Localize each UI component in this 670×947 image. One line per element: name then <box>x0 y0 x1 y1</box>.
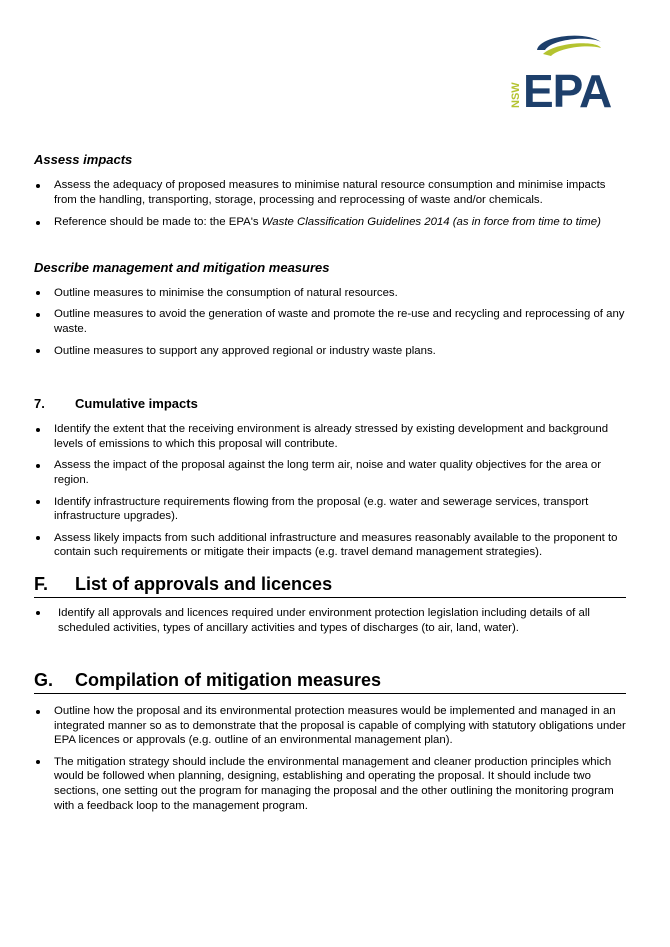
mitigation-measures-heading <box>34 670 626 694</box>
section-letter: F. <box>34 573 49 594</box>
logo-swoosh-green-icon <box>543 43 601 56</box>
cumulative-impacts-heading <box>34 396 626 411</box>
list-item: Assess the impact of the proposal against the long term air, noise and water quality objectives for the area or region. <box>34 458 626 487</box>
list-item: Assess likely impacts from such additional infrastructure and measures reasonably available to the proponent to contain such requirements or mitigate their impacts (e.g. travel demand management strategies). <box>34 531 626 560</box>
cumulative-impacts-list <box>34 422 626 560</box>
list-item: The mitigation strategy should include the environmental management and cleaner production principles which would be followed when planning, designing, establishing and operating the proposal. It should include two sections, one setting out the program for managing the proposal and the other outlining the monitoring program with a feedback loop to the management program. <box>34 755 626 813</box>
assess-impacts-heading: Assess impacts <box>34 152 133 167</box>
list-item: Outline measures to avoid the generation of waste and promote the re-use and recycling and reprocessing of any waste. <box>34 307 626 336</box>
list-item: Identify the extent that the receiving environment is already stressed by existing development and background levels of emissions to which this proposal will contribute. <box>34 422 626 451</box>
describe-measures-list <box>34 286 626 358</box>
reference-text: Reference should be made to: the EPA's <box>54 216 262 229</box>
logo-epa-text: EPA <box>523 65 612 112</box>
list-item: Outline measures to support any approved regional or industry waste plans. <box>34 344 626 359</box>
document-content <box>34 152 626 813</box>
approvals-licences-list <box>34 606 626 635</box>
section-title: Cumulative impacts <box>75 396 198 412</box>
list-item: Identify infrastructure requirements flowing from the proposal (e.g. water and sewerage services, transport infrastructure upgrades). <box>34 495 626 524</box>
section-letter: G. <box>34 670 54 691</box>
logo-nsw-text: NSW <box>510 82 522 108</box>
assess-impacts-list <box>34 178 626 230</box>
list-item: Outline measures to minimise the consumption of natural resources. <box>34 286 626 301</box>
list-item: Assess the adequacy of proposed measures to minimise natural resource consumption and minimise impacts from the handling, transporting, storage, processing and reprocessing of waste and/or chemicals. <box>34 178 626 207</box>
section-title: List of approvals and licences <box>75 573 333 594</box>
section-title: Compilation of mitigation measures <box>75 670 382 691</box>
list-item: Identify all approvals and licences required under environment protection legislation including details of all scheduled activities, types of ancillary activities and types of discharges (to air, land, water). <box>34 606 626 635</box>
mitigation-measures-list <box>34 704 626 813</box>
approvals-licences-heading <box>34 574 626 598</box>
reference-title: Waste Classification Guidelines 2014 (as in force from time to time) <box>261 216 601 229</box>
section-number: 7. <box>34 396 45 412</box>
epa-logo-graphic <box>505 30 627 112</box>
list-item: Outline how the proposal and its environmental protection measures would be implemented and managed in an integrated manner so as to demonstrate that the proposal is capable of complying with statutory obligations under EPA licences or approvals (e.g. outline of an environmental management plan). <box>34 704 626 748</box>
nsw-epa-logo <box>505 30 627 112</box>
describe-measures-heading: Describe management and mitigation measures <box>34 259 330 275</box>
list-item <box>34 215 626 230</box>
